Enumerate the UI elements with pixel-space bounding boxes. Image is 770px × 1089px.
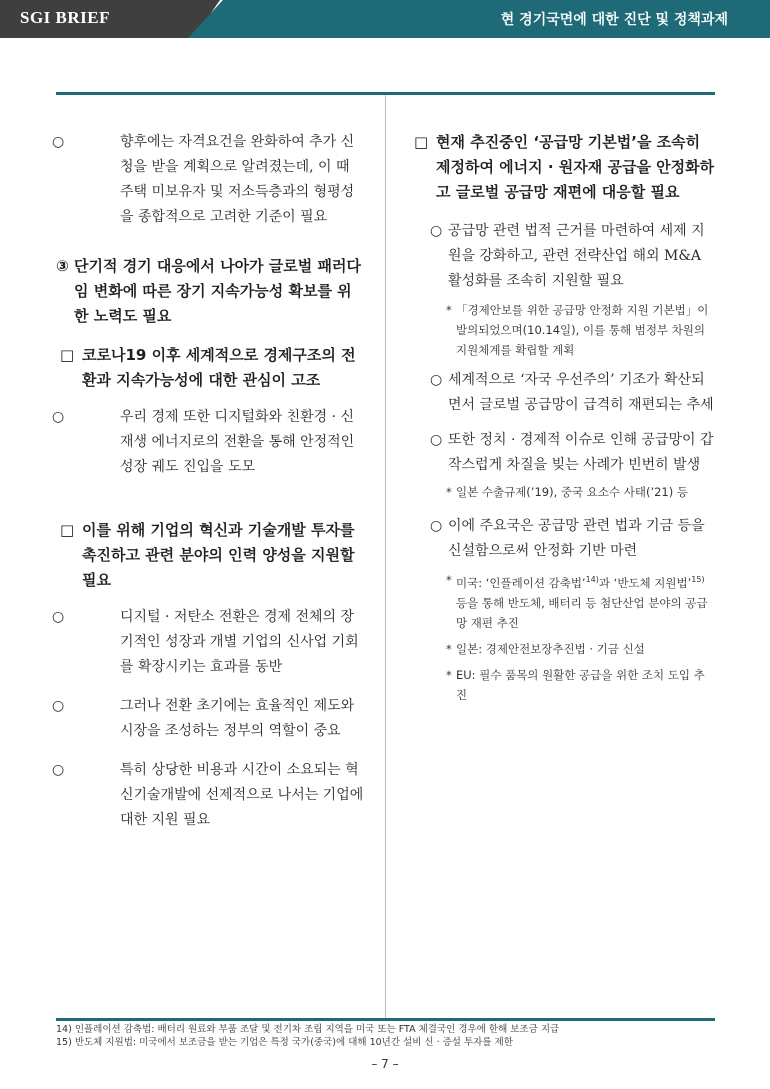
bullet-item: ○ 또한 정치 · 경제적 이슈로 인해 공급망이 갑작스럽게 차질을 빚는 사례가 빈번히 발생 — [430, 432, 714, 473]
footnote-14: 14) 인플레이션 감축법: 배터리 원료와 부품 조달 및 전기차 조립 지역을 미국 또는 FTA 체결국인 경우에 한해 보조금 지급 — [56, 1024, 560, 1035]
square-heading: □ 현재 추진중인 ‘공급망 기본법’을 조속히 제정하여 에너지 · 원자재 공급을 안정화하고 글로벌 공급망 재편에 대응할 필요 — [414, 133, 715, 201]
right-column — [410, 130, 715, 705]
bullet-item: ○ 세계적으로 ‘자국 우선주의’ 기조가 확산되면서 글로벌 공급망이 급격히 재편되는 추세 — [430, 372, 714, 413]
footnotes — [56, 1023, 736, 1049]
note-item: * 일본: 경제안전보장추진법 · 기금 신설 — [446, 641, 645, 656]
square-heading: □ 이를 위해 기업의 혁신과 기술개발 투자를 촉진하고 관련 분야의 인력 양성을 지원할 필요 — [60, 521, 355, 589]
brand-label: SGI BRIEF — [20, 8, 110, 27]
note-item: * 일본 수출규제(’19), 중국 요소수 사태(’21) 등 — [446, 485, 688, 499]
bullet-item: ○ 그러나 전환 초기에는 효율적인 제도와 시장을 조성하는 정부의 역할이 중요 — [52, 698, 355, 739]
note-item: * 「경제안보를 위한 공급망 안정화 지원 기본법」이 발의되었으며(10.14일), 이를 통해 범정부 차원의 지원체계를 확립할 계획 — [446, 303, 709, 357]
bullet-item: ○ 특히 상당한 비용과 시간이 소요되는 혁신기술개발에 선제적으로 나서는 기업에 대한 지원 필요 — [52, 762, 364, 828]
note-item: * EU: 필수 품목의 원활한 공급을 위한 조치 도입 추진 — [446, 667, 705, 702]
bullet-item: ○ 공급망 관련 법적 근거를 마련하여 세제 지원을 강화하고, 관련 전략산업 해외 M&A 활성화를 조속히 지원할 필요 — [430, 223, 705, 289]
footnote-15: 15) 반도체 지원법: 미국에서 보조금을 받는 기업은 특정 국가(중국)에 대해 10년간 설비 신 · 증설 투자를 제한 — [56, 1037, 513, 1048]
bullet-item: ○ 향후에는 자격요건을 완화하여 추가 신청을 받을 계획으로 알려졌는데, 이 때 주택 미보유자 및 저소득층과의 형평성을 종합적으로 고려한 기준이 필요 — [52, 134, 355, 225]
page-number: – 7 – — [371, 1057, 399, 1071]
document-title: 현 경기국면에 대한 진단 및 정책과제 — [500, 12, 728, 28]
bullet-item: ○ 디지털 · 저탄소 전환은 경제 전체의 장기적인 성장과 개별 기업의 신사업 기회를 확장시키는 효과를 동반 — [52, 609, 359, 675]
left-column — [52, 130, 366, 833]
footnote-ref: 15) — [691, 575, 705, 584]
column-divider — [385, 95, 386, 1018]
bullet-item: ○ 우리 경제 또한 디지털화와 친환경 · 신재생 에너지로의 전환을 통해 안정적인 성장 궤도 진입을 도모 — [52, 409, 355, 475]
note-item: * 미국: ‘인플레이션 감축법’$^{14)}$과 ‘반도체 지원법’$^{15)}$ 등을 통해 반도체, 배터리 등 첨단산업 분야의 공급망 재편 추진 — [446, 573, 708, 630]
square-heading: □ 코로나19 이후 세계적으로 경제구조의 전환과 지속가능성에 대한 관심이 고조 — [60, 346, 356, 389]
footnote-rule — [56, 1018, 715, 1021]
bullet-item: ○ 이에 주요국은 공급망 관련 법과 기금 등을 신설함으로써 안정화 기반 마련 — [430, 518, 705, 559]
footnote-ref: 14) — [585, 575, 599, 584]
page-header — [0, 0, 770, 38]
section-heading: ③ 단기적 경기 대응에서 나아가 글로벌 패러다임 변화에 따른 장기 지속가능성 확보를 위한 노력도 필요 — [56, 257, 361, 325]
